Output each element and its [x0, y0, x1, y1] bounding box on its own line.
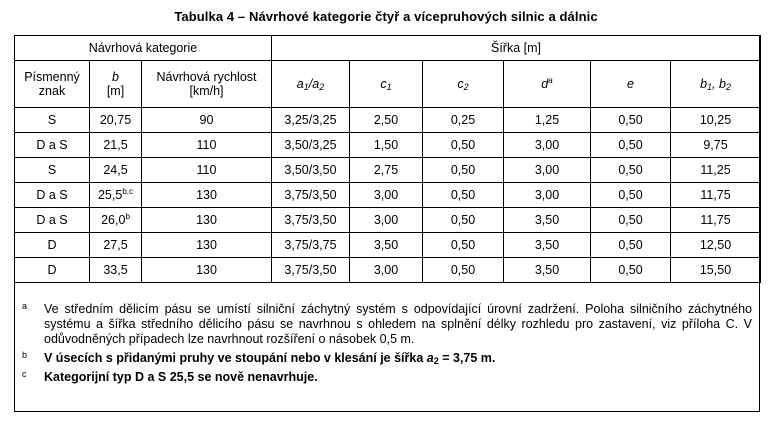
cell-b	[90, 158, 142, 183]
cell-b12	[671, 108, 761, 133]
table-row	[15, 258, 761, 283]
cell-c1-value: 3,00	[373, 212, 399, 227]
cell-v-value: 110	[196, 162, 217, 177]
footnote-b-marker: b	[22, 350, 28, 360]
cell-c1	[350, 233, 423, 258]
cell-b12-value: 11,75	[700, 187, 731, 202]
a1-symbol: a	[296, 76, 304, 91]
d-symbol: d	[541, 76, 549, 91]
cell-v	[142, 258, 272, 283]
c2-subscript: 2	[463, 81, 469, 92]
cell-c1	[350, 108, 423, 133]
cell-znak-value: D a S	[36, 137, 68, 152]
cell-c1-value: 3,00	[373, 262, 399, 277]
cell-b	[90, 133, 142, 158]
cell-znak	[15, 183, 90, 208]
header-column-row	[15, 61, 761, 108]
cell-znak-value: D	[47, 262, 57, 277]
cell-c1-value: 1,50	[373, 137, 399, 152]
cell-e-value: 0,50	[618, 262, 643, 277]
cell-v-value: 110	[196, 137, 217, 152]
cell-c2-value: 0,50	[450, 237, 476, 252]
table-row	[15, 133, 761, 158]
cell-c2-value: 0,25	[450, 112, 476, 127]
cell-v-value: 90	[199, 112, 214, 127]
cell-b-footnote-ref: b,c	[122, 186, 133, 196]
cell-a-value: 3,25/3,25	[284, 112, 337, 127]
cell-v-value: 130	[196, 262, 217, 277]
cell-v-value: 130	[196, 237, 217, 252]
cell-znak	[15, 133, 90, 158]
cell-a	[272, 133, 350, 158]
cell-b-value: 27,5	[103, 237, 128, 252]
cell-a	[272, 108, 350, 133]
cell-znak-value: S	[47, 162, 57, 177]
cell-e	[591, 183, 671, 208]
cell-a-value: 3,75/3,75	[284, 237, 337, 252]
cell-d-value: 1,25	[534, 112, 560, 127]
cell-d-value: 3,00	[534, 162, 560, 177]
cell-d	[504, 183, 591, 208]
cell-a-value: 3,75/3,50	[284, 262, 337, 277]
cell-d-value: 3,00	[534, 187, 560, 202]
cell-v	[142, 108, 272, 133]
cell-b-value: 26,0	[101, 212, 126, 227]
cell-v	[142, 233, 272, 258]
cell-d-value: 3,00	[534, 137, 560, 152]
cell-b	[90, 233, 142, 258]
cell-b	[90, 208, 142, 233]
cell-e	[591, 208, 671, 233]
cell-b12-value: 9,75	[703, 137, 728, 152]
cell-e-value: 0,50	[618, 137, 643, 152]
header-b-unit: [m]	[106, 84, 125, 98]
cell-a	[272, 183, 350, 208]
c1-symbol: c	[380, 76, 387, 91]
cell-znak	[15, 108, 90, 133]
cell-b-value: 21,5	[103, 137, 128, 152]
cell-e-value: 0,50	[618, 212, 643, 227]
a2-subscript: 2	[319, 81, 325, 92]
cell-v-value: 130	[196, 212, 217, 227]
cell-d-value: 3,50	[534, 262, 560, 277]
cell-b12	[671, 158, 761, 183]
footnote-a-marker: a	[22, 301, 28, 311]
cell-b	[90, 183, 142, 208]
footnote-b	[14, 351, 760, 366]
footnote-c-marker: c	[22, 369, 27, 379]
cell-a-value: 3,50/3,25	[284, 137, 337, 152]
footnote-b-text-pre: V úsecích s přidanými pruhy ve stoupání nebo v klesání je šířka	[44, 351, 427, 365]
a2-symbol: /a	[308, 76, 320, 91]
cell-a	[272, 233, 350, 258]
cell-e-value: 0,50	[618, 162, 643, 177]
header-pismenny-znak: Písmenný znak	[15, 61, 90, 108]
footnote-c	[14, 370, 760, 385]
d-superscript: a	[548, 75, 553, 85]
table-row	[15, 233, 761, 258]
header-a1-a2	[272, 61, 350, 108]
header-b-symbol: b	[112, 69, 119, 84]
cell-c2-value: 0,50	[450, 262, 476, 277]
header-group-row	[15, 36, 761, 61]
cell-znak	[15, 208, 90, 233]
cell-c1	[350, 158, 423, 183]
cell-b12	[671, 258, 761, 283]
cell-c1-value: 2,50	[373, 112, 399, 127]
table-title: Tabulka 4 – Návrhové kategorie čtyř a vícepruhových silnic a dálnic	[174, 9, 598, 24]
cell-znak	[15, 233, 90, 258]
b1-symbol: b	[700, 76, 708, 91]
a1-subscript: 1	[303, 81, 309, 92]
header-group-category: Návrhová kategorie	[15, 36, 272, 61]
cell-c2-value: 0,50	[450, 212, 476, 227]
cell-b12	[671, 133, 761, 158]
table-row	[15, 108, 761, 133]
table-row	[15, 158, 761, 183]
cell-a	[272, 208, 350, 233]
cell-e	[591, 233, 671, 258]
cell-a-value: 3,75/3,50	[284, 212, 337, 227]
cell-e-value: 0,50	[618, 112, 643, 127]
cell-c1-value: 3,00	[373, 187, 399, 202]
cell-v-value: 130	[196, 187, 217, 202]
cell-d-value: 3,50	[534, 212, 560, 227]
footnote-b-subscript: 2	[433, 356, 439, 366]
cell-c1-value: 3,50	[373, 237, 399, 252]
cell-c2-value: 0,50	[450, 137, 476, 152]
cell-e-value: 0,50	[618, 237, 643, 252]
cell-znak-value: D a S	[36, 212, 68, 227]
cell-c2	[423, 258, 504, 283]
cell-c1-value: 2,75	[373, 162, 399, 177]
cell-c1	[350, 258, 423, 283]
cell-a	[272, 258, 350, 283]
header-c1	[350, 61, 423, 108]
table-row	[15, 208, 761, 233]
cell-b	[90, 258, 142, 283]
cell-c2	[423, 158, 504, 183]
cell-v	[142, 208, 272, 233]
cell-c2	[423, 133, 504, 158]
cell-d-value: 3,50	[534, 237, 560, 252]
cell-v	[142, 183, 272, 208]
cell-c2-value: 0,50	[450, 187, 476, 202]
cell-c2	[423, 233, 504, 258]
cell-znak-value: D a S	[36, 187, 68, 202]
cell-c2	[423, 208, 504, 233]
cell-b12-value: 12,50	[699, 237, 732, 252]
cell-b-value: 24,5	[103, 162, 128, 177]
cell-b12	[671, 208, 761, 233]
footnote-b-text-post: = 3,75 m.	[438, 351, 496, 365]
c1-subscript: 1	[386, 81, 392, 92]
footnote-b-text	[44, 351, 752, 366]
cell-b-value: 25,5	[97, 187, 123, 202]
cell-a	[272, 158, 350, 183]
footnote-b-symbol: a	[426, 351, 434, 365]
cell-e	[591, 158, 671, 183]
cell-b12-value: 11,25	[700, 162, 731, 177]
cell-c2	[423, 108, 504, 133]
cell-d	[504, 233, 591, 258]
cell-b12	[671, 233, 761, 258]
b1-subscript: 1	[707, 81, 713, 92]
header-b	[90, 61, 142, 108]
cell-b-value: 33,5	[103, 262, 128, 277]
cell-c2	[423, 183, 504, 208]
header-navrhova-rychlost: Návrhová rychlost [km/h]	[142, 61, 272, 108]
cell-a-value: 3,50/3,50	[284, 162, 337, 177]
header-c2	[423, 61, 504, 108]
b2-symbol: , b	[712, 76, 726, 91]
cell-c1	[350, 208, 423, 233]
footnote-a-text: Ve středním dělicím pásu se umístí silniční záchytný systém s odpovídající úrovní zadržení. Poloha silničního záchytného systému a šířka středního dělicího pásu se navrhnou s ohledem na splnění délky rozhledu pro zastavení, viz příloha C. V odůvodněných případech lze navrhnout rozšíření o násobek 0,5 m.	[44, 302, 752, 346]
cell-d	[504, 133, 591, 158]
cell-v	[142, 158, 272, 183]
cell-c1	[350, 183, 423, 208]
cell-d	[504, 208, 591, 233]
footnote-c-text: Kategorijní typ D a S 25,5 se nově nenavrhuje.	[44, 370, 318, 384]
cell-c2-value: 0,50	[450, 162, 476, 177]
cell-e	[591, 108, 671, 133]
cell-d	[504, 108, 591, 133]
cell-b12-value: 10,25	[699, 112, 732, 127]
footnote-a	[14, 302, 760, 347]
header-d	[504, 61, 591, 108]
cell-c1	[350, 133, 423, 158]
cell-b	[90, 108, 142, 133]
cell-b12-value: 11,75	[700, 212, 731, 227]
cell-b12	[671, 183, 761, 208]
categories-table	[14, 35, 761, 283]
header-b1-b2	[671, 61, 761, 108]
cell-a-value: 3,75/3,50	[284, 187, 337, 202]
cell-d	[504, 258, 591, 283]
cell-b-value: 20,75	[99, 112, 132, 127]
cell-b12-value: 15,50	[699, 262, 732, 277]
cell-e-value: 0,50	[618, 187, 643, 202]
c2-symbol: c	[457, 76, 464, 91]
table-row	[15, 183, 761, 208]
cell-b-footnote-ref: b	[125, 211, 130, 221]
cell-znak	[15, 158, 90, 183]
cell-znak-value: S	[47, 112, 57, 127]
cell-d	[504, 158, 591, 183]
cell-znak	[15, 258, 90, 283]
footnotes	[14, 302, 760, 389]
b2-subscript: 2	[725, 81, 731, 92]
header-group-width: Šířka [m]	[272, 36, 761, 61]
header-e: e	[591, 61, 671, 108]
cell-v	[142, 133, 272, 158]
cell-znak-value: D	[47, 237, 57, 252]
cell-e	[591, 133, 671, 158]
cell-e	[591, 258, 671, 283]
